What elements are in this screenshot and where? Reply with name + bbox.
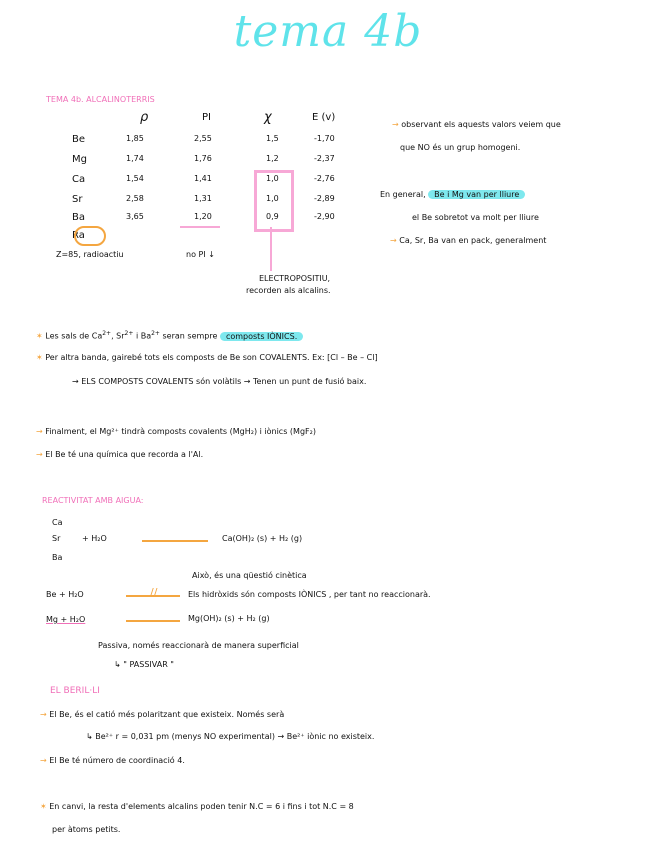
- section-heading-alcalinoterris: TEMA 4b. ALCALINOTERRIS: [46, 95, 155, 104]
- table-cell-r: 2,58: [126, 194, 144, 203]
- r3-right: Mg(OH)₂ (s) + H₂ (g): [188, 614, 270, 623]
- note-1: ✶ Les sals de $Ca^{2+}$, $Sr^{2+}$ i $Ba^{2+}$ seran sempre composts IÒNICS.: [36, 330, 303, 341]
- r1-ba: Ba: [52, 553, 63, 562]
- header-radius: ρ: [140, 110, 149, 125]
- r1-products: Ca(OH)₂ (s) + H₂ (g): [222, 534, 303, 543]
- r1-ca: Ca: [52, 518, 63, 527]
- r1-plus: + H₂O: [82, 534, 107, 543]
- table-cell-el: Be: [72, 134, 86, 145]
- header-e: E (v): [312, 112, 336, 123]
- table-cell-pi: 1,31: [194, 194, 212, 203]
- note-3: → ELS COMPOSTS COVALENTS són volàtils → Tenen un punt de fusió baix.: [72, 377, 367, 386]
- note-2: ✶ Per altra banda, gairebé tots els composts de Be son COVALENTS. Ex: [Cl – Be – Cl]: [36, 353, 378, 362]
- section-heading-reactivitat: REACTIVITAT AMB AIGUA:: [42, 496, 144, 505]
- table-cell-chi: 1,2: [266, 154, 279, 163]
- r2-left: Be + H₂O: [46, 590, 84, 599]
- b2: → El Be té número de coordinació 4.: [40, 756, 185, 765]
- table-cell-pi: 2,55: [194, 134, 212, 143]
- chi-highlight-box: [254, 170, 294, 232]
- pi-note: no PI ↓: [186, 250, 215, 259]
- table-cell-r: 1,54: [126, 174, 144, 183]
- table-cell-pi: 1,20: [194, 212, 212, 221]
- r3-arrow: [126, 620, 180, 622]
- table-cell-e: -2,76: [314, 174, 335, 183]
- r2-blocked-mark: //: [150, 586, 158, 599]
- table-cell-e: -1,70: [314, 134, 335, 143]
- b1: → El Be, és el catió més polaritzant que existeix. Només serà: [40, 710, 285, 719]
- table-cell-pi: 1,41: [194, 174, 212, 183]
- table-cell-r: 3,65: [126, 212, 144, 221]
- table-cell-chi: 1,0: [266, 194, 279, 203]
- r2-note: Això, és una qüestió cinètica: [192, 571, 307, 580]
- b3b: per àtoms petits.: [52, 825, 121, 834]
- header-pi: PI: [202, 112, 211, 123]
- table-cell-pi: 1,76: [194, 154, 212, 163]
- r1-arrow: [142, 540, 208, 542]
- table-cell-el: Ca: [72, 174, 86, 185]
- gen-line-2: el Be sobretot va molt per lliure: [412, 213, 539, 222]
- note-5: → El Be té una química que recorda a l'Al.: [36, 450, 204, 459]
- table-cell-chi: 1,0: [266, 174, 279, 183]
- gen-line-3: → Ca, Sr, Ba van en pack, generalment: [390, 236, 547, 245]
- chi-note-2: recorden als alcalins.: [246, 286, 331, 295]
- ra-circle: [74, 226, 106, 246]
- r3-note-1: Passiva, només reaccionarà de manera superficial: [98, 641, 299, 650]
- r2-right: Els hidròxids són composts IÒNICS , per tant no reaccionarà.: [188, 590, 431, 599]
- page-title: tema 4b: [233, 6, 423, 57]
- gen-line-1: En general, Be i Mg van per lliure: [380, 190, 525, 199]
- table-cell-e: -2,90: [314, 212, 335, 221]
- chi-note-1: ELECTROPOSITIU,: [259, 274, 331, 283]
- header-chi: χ: [264, 110, 272, 125]
- table-cell-el: Sr: [72, 194, 83, 205]
- section-heading-berilli: EL BERIL·LI: [50, 686, 100, 696]
- obs-line-1: → observant els aquests valors veiem que: [392, 120, 561, 129]
- b3a: ✶ En canvi, la resta d'elements alcalins poden tenir N.C = 6 i fins i tot N.C = 8: [40, 802, 354, 811]
- table-cell-el: Ba: [72, 212, 85, 223]
- b1b: ↳ Be²⁺ r = 0,031 pm (menys NO experimental) → Be²⁺ iònic no existeix.: [86, 732, 375, 741]
- chi-arrow-line: [270, 227, 272, 271]
- table-cell-r: 1,74: [126, 154, 144, 163]
- r1-sr: Sr: [52, 534, 61, 543]
- r3-note-2: ↳ " PASSIVAR ": [114, 660, 174, 669]
- table-cell-el: Ra: [72, 230, 85, 241]
- table-cell-chi: 1,5: [266, 134, 279, 143]
- table-cell-e: -2,37: [314, 154, 335, 163]
- z-note: Z=85, radioactiu: [56, 250, 124, 259]
- r3-left: Mg + H₂O: [46, 615, 86, 624]
- table-cell-r: 1,85: [126, 134, 144, 143]
- table-cell-e: -2,89: [314, 194, 335, 203]
- note-4: → Finalment, el Mg²⁺ tindrà composts covalents (MgH₂) i iònics (MgF₂): [36, 427, 316, 436]
- obs-line-2: que NO és un grup homogeni.: [400, 143, 521, 152]
- pi-underline: [180, 226, 220, 228]
- table-cell-el: Mg: [72, 154, 87, 165]
- table-cell-chi: 0,9: [266, 212, 279, 221]
